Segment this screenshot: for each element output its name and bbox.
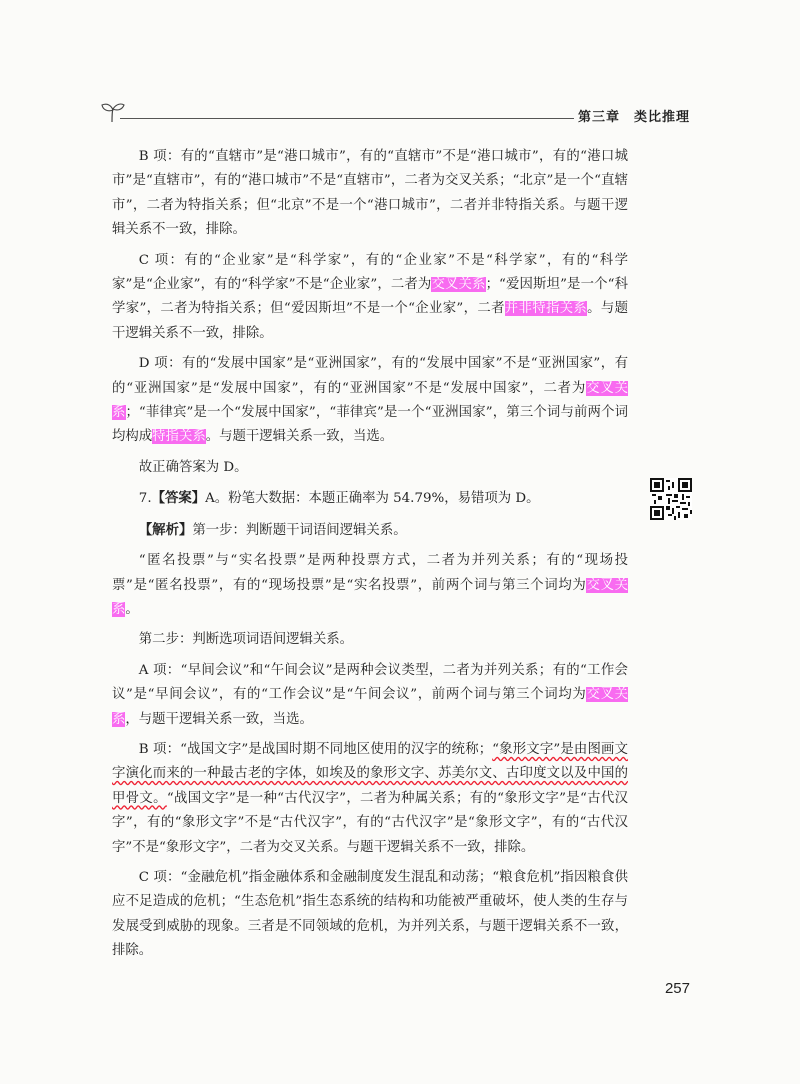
text-run: 。与题干逻辑关系一致，当选。	[205, 429, 394, 445]
highlighted-term: 特指关系	[152, 429, 206, 445]
page-header	[100, 100, 692, 130]
sprout-icon	[100, 100, 126, 124]
chapter-heading	[578, 106, 690, 125]
text-run: B 项：“战国文字”是战国时期不同地区使用的汉字的统称；	[138, 741, 493, 757]
text-run: 7.	[138, 491, 152, 507]
highlighted-term: 交叉关系	[112, 380, 629, 421]
page-number: 257	[664, 980, 690, 997]
text-run: B 项：有的“直辖市”是“港口城市”，有的“直辖市”不是“港口城市”，有的“港口城市”是“直辖市”，有的“港口城市”不是“直辖市”，二者为交叉关系；“北京”是一个“直辖市”，二者为特指关系；但“北京”不是一个“港口城市”，二者并非特指关系。与题干逻辑关系不一致，排除。	[112, 149, 628, 238]
text-run: 。	[125, 601, 139, 617]
paragraph	[112, 628, 628, 652]
paragraph	[112, 659, 628, 732]
text-run: ；“菲律宾”是一个“发展中国家”，“菲律宾”是一个“亚洲国家”，第三个词与前两个词均构成	[112, 405, 629, 445]
chapter-number: 第三章	[577, 110, 620, 125]
highlighted-term: 交叉关系	[112, 687, 628, 727]
paragraph	[112, 866, 628, 964]
answer-explanation	[112, 145, 628, 970]
text-run: 第一步：判断题干词语间逻辑关系。	[192, 522, 407, 538]
text-run: ，与题干逻辑关系一致，当选。	[125, 711, 313, 727]
text-run: ；“爱因斯坦”是一个“科学家”，二者为特指关系；但“爱因斯坦”不是一个“企业家”，二者	[112, 277, 629, 317]
chapter-title: 类比推理	[633, 110, 690, 125]
paragraph	[112, 486, 628, 511]
wavy-underlined-text: “象形文字”是由图画文字演化而来的一种最古老的字体，如埃及的象形文字、苏美尔文、古印度文以及中国的甲骨文。	[112, 741, 628, 806]
paragraph	[112, 518, 628, 543]
text-run: C 项：“金融危机”指金融体系和金融制度发生混乱和动荡；“粮食危机”指因粮食供应不足造成的危机；“生态危机”指生态系统的结构和功能被严重破坏，使人类的生存与发展受到威胁的现象。三者是不同领域的危机，为并列关系，与题干逻辑关系不一致，排除。	[112, 869, 628, 959]
label-bracket: 【答案】	[151, 490, 206, 507]
paragraph	[112, 549, 628, 622]
label-bracket: 【解析】	[138, 521, 193, 538]
paragraph	[112, 456, 628, 480]
paragraph	[112, 352, 628, 450]
highlighted-term: 交叉关系	[112, 577, 628, 617]
text-run: D 项：有的“发展中国家”是“亚洲国家”，有的“发展中国家”不是“亚洲国家”，有的“亚洲国家”是“发展中国家”，有的“亚洲国家”不是“发展中国家”，二者为	[112, 356, 628, 396]
text-run: “匿名投票”与“实名投票”是两种投票方式，二者为并列关系；有的“现场投票”是“匿名投票”，有的“现场投票”是“实名投票”，前两个词与第三个词均为	[112, 553, 628, 593]
qr-code-icon[interactable]	[650, 478, 692, 520]
paragraph	[112, 249, 628, 347]
highlighted-term: 交叉关系	[431, 277, 486, 293]
highlighted-term: 并非特指关系	[504, 301, 588, 317]
text-run: C 项：有的“企业家”是“科学家”，有的“企业家”不是“科学家”，有的“科学家”是“企业家”，有的“科学家”不是“企业家”，二者为	[112, 252, 628, 293]
header-rule	[120, 118, 574, 119]
paragraph	[112, 145, 628, 243]
paragraph	[112, 738, 628, 860]
text-run: A。粉笔大数据：本题正确率为 54.79%，易错项为 D。	[205, 491, 540, 507]
text-run: 第二步：判断选项词语间逻辑关系。	[138, 632, 354, 648]
text-run: 故正确答案为 D。	[138, 459, 248, 475]
text-run: “战国文字”是一种“古代汉字”，二者为种属关系；有的“象形文字”是“古代汉字”，有的“象形文字”不是“古代汉字”，有的“古代汉字”是“象形文字”，有的“古代汉字”不是“象形文字”，二者为交叉关系。与题干逻辑关系不一致，排除。	[112, 790, 628, 855]
text-run: A 项：“早间会议”和“午间会议”是两种会议类型，二者为并列关系；有的“工作会议”是“早间会议”，有的“工作会议”是“午间会议”，前两个词与第三个词均为	[112, 662, 628, 703]
text-run: 。与题干逻辑关系不一致，排除。	[112, 301, 628, 341]
